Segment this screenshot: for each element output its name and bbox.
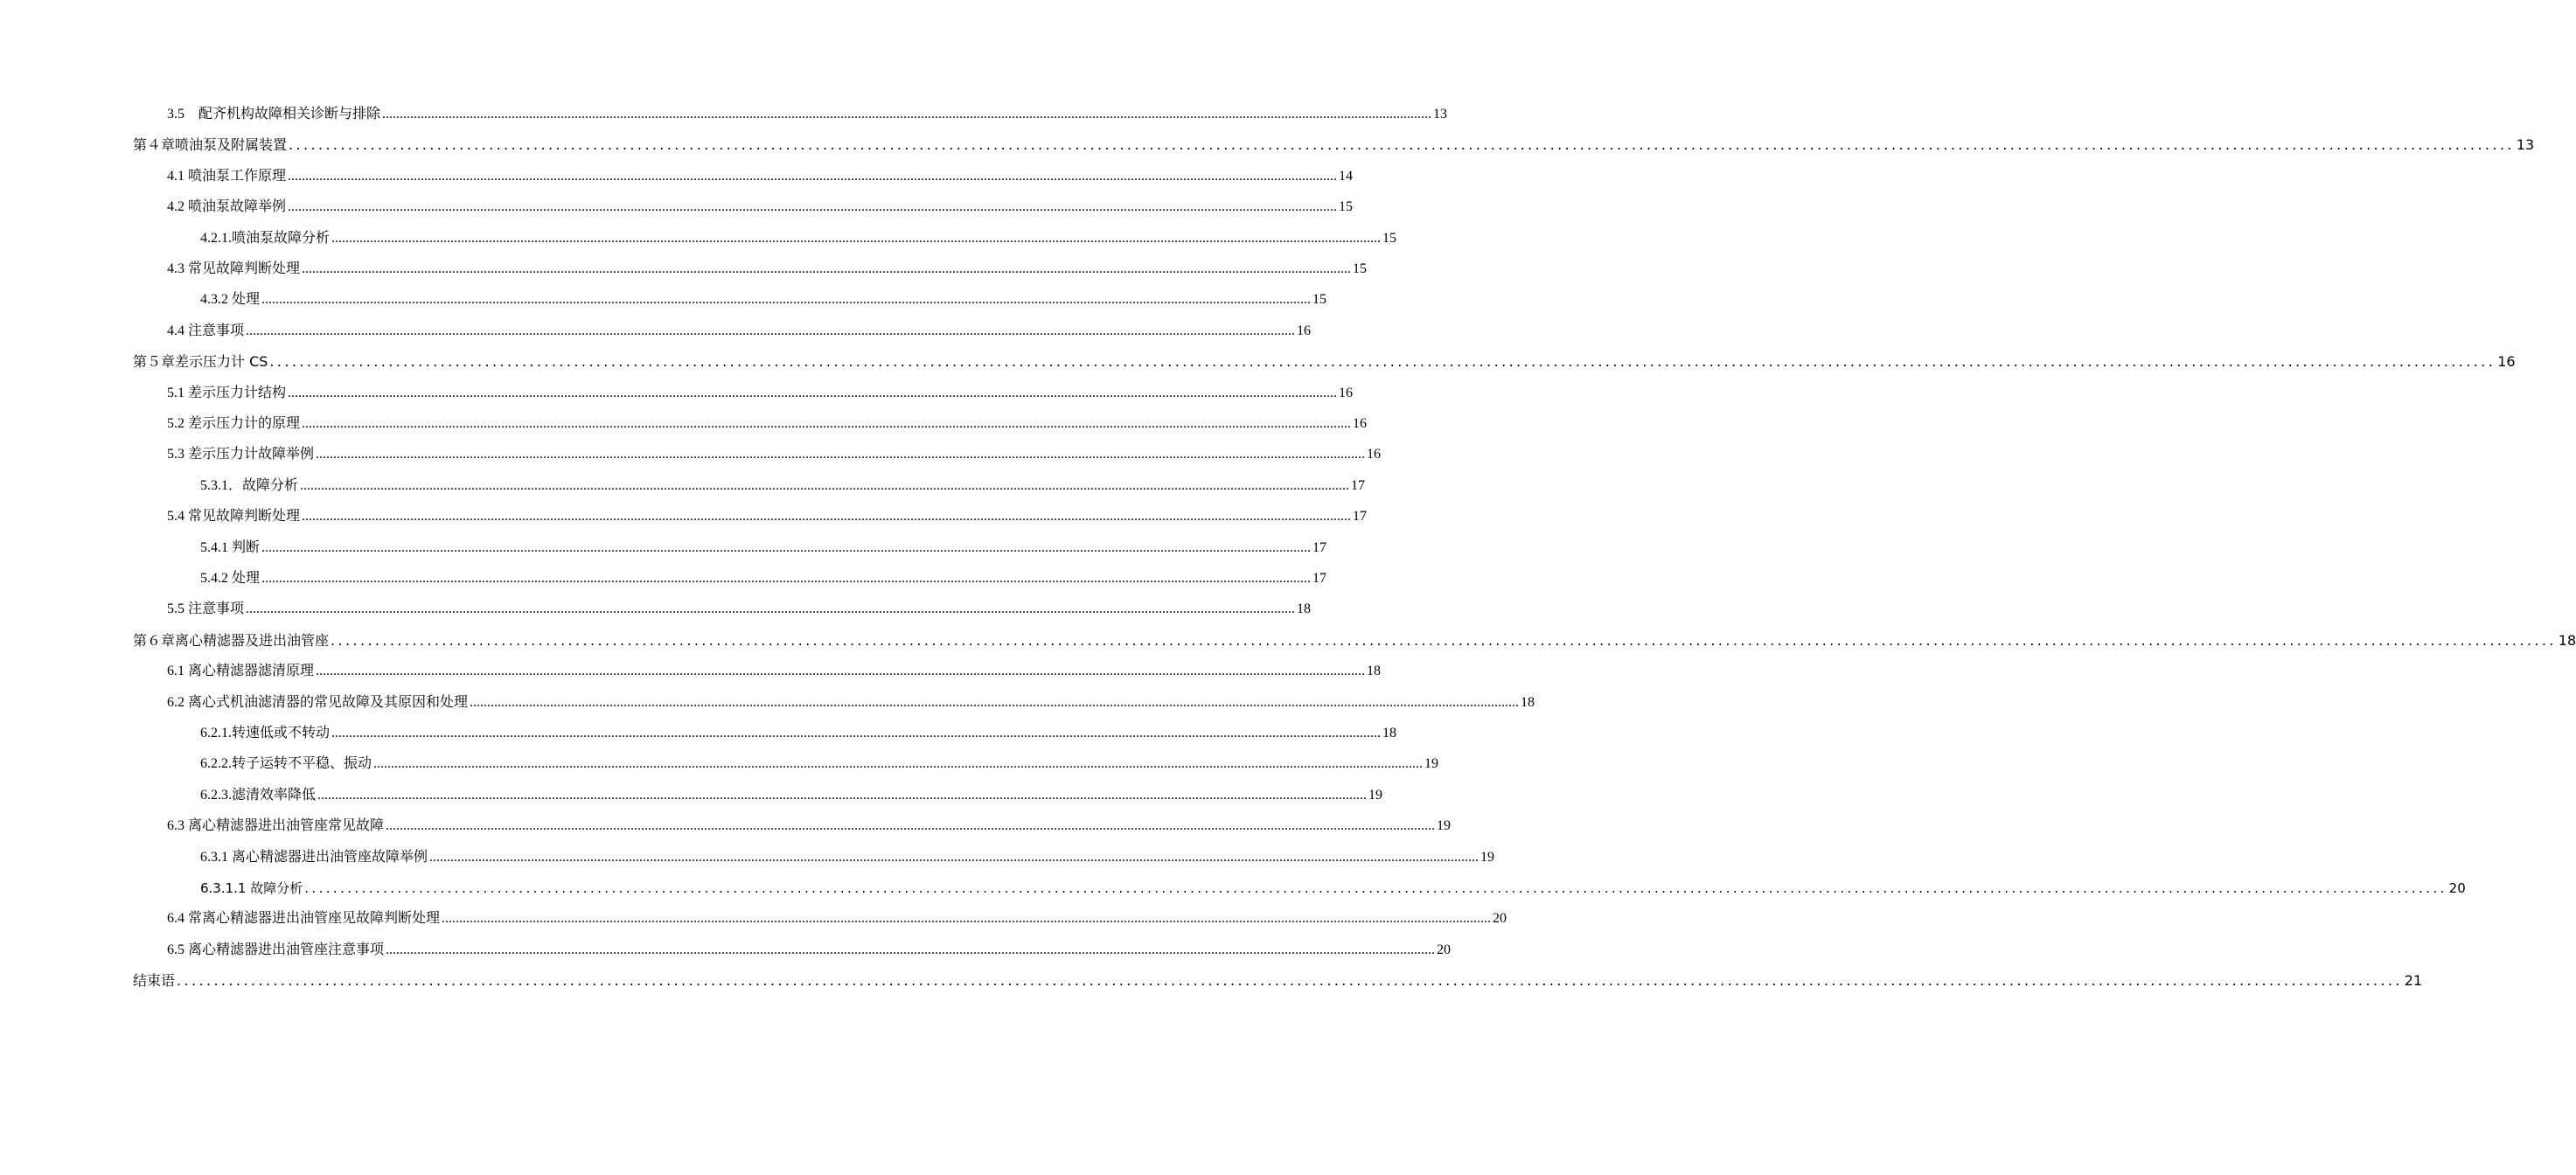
toc-entry[interactable] <box>200 754 1439 775</box>
toc-entry-page-number: 13 <box>1433 107 1448 122</box>
toc-entry-page-number: 20 <box>1493 911 1507 927</box>
toc-entry-title: 4.2 喷油泵故障举例 <box>167 199 287 215</box>
toc-entry[interactable] <box>200 785 1383 806</box>
toc-dot-leader: ............................................................................................................................................................................................................................................................................................................ <box>316 664 1366 679</box>
toc-dot-leader: ............................................................................................................................................................................................................................................................................................................ <box>288 199 1338 215</box>
toc-entry[interactable] <box>167 321 1312 342</box>
toc-dot-leader: ............................................................................................................................................................................................................................................................................................................ <box>269 353 2496 371</box>
toc-entry-title: 第６章离心精滤器及进出油管座 <box>133 631 330 649</box>
toc-entry-page-number: 16 <box>2497 353 2516 371</box>
toc-dot-leader: ............................................................................................................................................................................................................................................................................................................ <box>177 972 2403 990</box>
toc-dot-leader: ............................................................................................................................................................................................................................................................................................................ <box>304 880 2447 896</box>
toc-entry[interactable] <box>200 847 1495 868</box>
toc-entry[interactable] <box>167 908 1507 929</box>
toc-entry-page-number: 18 <box>1367 664 1382 679</box>
toc-entry-title: 5.3.1．故障分析 <box>200 477 299 493</box>
toc-entry-page-number: 14 <box>1339 168 1354 184</box>
toc-entry-title: 6.3.1.1 故障分析 <box>200 880 303 896</box>
toc-entry[interactable] <box>167 166 1354 187</box>
toc-dot-leader: ............................................................................................................................................................................................................................................................................................................ <box>302 509 1352 525</box>
toc-dot-leader: ............................................................................................................................................................................................................................................................................................................ <box>261 539 1312 555</box>
toc-entry-page-number: 16 <box>1339 385 1354 400</box>
toc-entry-title: 结束语 <box>133 972 176 990</box>
toc-dot-leader: ............................................................................................................................................................................................................................................................................................................ <box>386 942 1436 957</box>
toc-entry[interactable] <box>200 289 1327 310</box>
toc-entry[interactable] <box>200 878 2466 899</box>
toc-entry[interactable] <box>167 444 1382 465</box>
toc-entry-page-number: 18 <box>1521 694 1535 710</box>
toc-entry-page-number: 19 <box>1424 756 1439 772</box>
toc-entry[interactable] <box>167 506 1368 527</box>
toc-entry-title: 5.1 差示压力计结构 <box>167 385 287 400</box>
toc-entry-page-number: 20 <box>1437 942 1452 957</box>
toc-entry-title: 5.5 注意事项 <box>167 601 245 617</box>
toc-dot-leader: ............................................................................................................................................................................................................................................................................................................ <box>382 107 1432 122</box>
toc-entry[interactable] <box>133 970 2423 991</box>
toc-entry-title: 5.4.1 判断 <box>200 539 261 555</box>
toc-entry-page-number: 20 <box>2448 880 2466 896</box>
toc-entry-title: 4.4 注意事项 <box>167 323 245 338</box>
toc-dot-leader: ............................................................................................................................................................................................................................................................................................................ <box>302 416 1352 431</box>
toc-entry-title: 4.3 常见故障判断处理 <box>167 261 301 276</box>
toc-entry[interactable] <box>167 383 1354 404</box>
toc-entry-title: 6.5 离心精滤器进出油管座注意事项 <box>167 942 385 957</box>
toc-entry-page-number: 16 <box>1297 323 1312 338</box>
toc-entry[interactable] <box>167 940 1452 961</box>
toc-entry-title: 3.5 配齐机构故障相关诊断与排除 <box>167 107 381 122</box>
toc-entry-page-number: 21 <box>2404 972 2423 990</box>
toc-entry-page-number: 15 <box>1339 199 1354 215</box>
toc-entry[interactable] <box>167 104 1448 125</box>
toc-entry-title: 6.4 常离心精滤器进出油管座见故障判断处理 <box>167 911 441 927</box>
toc-entry[interactable] <box>200 538 1327 559</box>
toc-entry-title: 6.2.3.滤清效率降低 <box>200 787 317 803</box>
toc-entry-title: 5.4.2 处理 <box>200 571 261 586</box>
toc-dot-leader: ............................................................................................................................................................................................................................................................................................................ <box>429 849 1479 865</box>
toc-entry-page-number: 16 <box>1367 447 1382 462</box>
toc-entry-title: 5.3 差示压力计故障举例 <box>167 447 315 462</box>
toc-entry-title: 6.2 离心式机油滤清器的常见故障及其原因和处理 <box>167 694 469 710</box>
toc-dot-leader: ............................................................................................................................................................................................................................................................................................................ <box>316 447 1366 462</box>
toc-entry-page-number: 17 <box>1353 509 1368 525</box>
toc-entry[interactable] <box>133 135 2535 156</box>
toc-entry-page-number: 17 <box>1312 539 1327 555</box>
toc-dot-leader: ............................................................................................................................................................................................................................................................................................................ <box>470 694 1520 710</box>
toc-entry-page-number: 19 <box>1368 787 1383 803</box>
toc-entry[interactable] <box>167 414 1368 435</box>
toc-entry-page-number: 18 <box>2558 631 2576 649</box>
toc-dot-leader: ............................................................................................................................................................................................................................................................................................................ <box>302 261 1352 276</box>
toc-entry[interactable] <box>133 351 2516 372</box>
toc-dot-leader: ............................................................................................................................................................................................................................................................................................................ <box>331 631 2557 649</box>
toc-entry-title: 6.3.1 离心精滤器进出油管座故障举例 <box>200 849 428 865</box>
toc-entry[interactable] <box>167 599 1312 620</box>
toc-dot-leader: ............................................................................................................................................................................................................................................................................................................ <box>261 292 1312 308</box>
toc-entry-page-number: 17 <box>1351 477 1366 493</box>
toc-dot-leader: ............................................................................................................................................................................................................................................................................................................ <box>289 136 2515 154</box>
toc-entry-page-number: 18 <box>1382 726 1397 740</box>
toc-entry-title: 第５章差示压力计 CS <box>133 353 268 371</box>
toc-dot-leader: ............................................................................................................................................................................................................................................................................................................ <box>288 168 1338 184</box>
toc-entry-page-number: 19 <box>1480 849 1495 865</box>
toc-dot-leader: ............................................................................................................................................................................................................................................................................................................ <box>331 726 1382 740</box>
toc-dot-leader: ............................................................................................................................................................................................................................................................................................................ <box>317 787 1368 803</box>
toc-entry[interactable] <box>133 630 2576 651</box>
toc-entry-title: 6.2.2.转子运转不平稳、振动 <box>200 756 372 772</box>
toc-entry-title: 4.3.2 处理 <box>200 292 261 308</box>
toc-entry-title: 6.3 离心精滤器进出油管座常见故障 <box>167 818 385 834</box>
toc-dot-leader: ............................................................................................................................................................................................................................................................................................................ <box>386 818 1436 834</box>
toc-entry-title: 第４章喷油泵及附属装置 <box>133 136 288 154</box>
toc-dot-leader: ............................................................................................................................................................................................................................................................................................................ <box>373 756 1424 772</box>
toc-entry[interactable] <box>200 228 1397 249</box>
toc-entry[interactable] <box>167 197 1354 218</box>
toc-entry-title: 4.2.1.喷油泵故障分析 <box>200 230 331 246</box>
toc-dot-leader: ............................................................................................................................................................................................................................................................................................................ <box>246 601 1296 617</box>
toc-entry-title: 6.2.1.转速低或不转动 <box>200 726 331 740</box>
toc-dot-leader: ............................................................................................................................................................................................................................................................................................................ <box>331 230 1382 246</box>
toc-entry-title: 6.1 离心精滤器滤清原理 <box>167 664 315 679</box>
toc-dot-leader: ............................................................................................................................................................................................................................................................................................................ <box>261 571 1312 586</box>
toc-entry-page-number: 18 <box>1297 601 1312 617</box>
toc-entry-page-number: 15 <box>1353 261 1368 276</box>
toc-entry[interactable] <box>167 816 1452 837</box>
toc-entry[interactable] <box>167 661 1382 682</box>
toc-dot-leader: ............................................................................................................................................................................................................................................................................................................ <box>300 477 1350 493</box>
toc-dot-leader: ............................................................................................................................................................................................................................................................................................................ <box>246 323 1296 338</box>
toc-entry-title: 4.1 喷油泵工作原理 <box>167 168 287 184</box>
toc-entry-title: 5.2 差示压力计的原理 <box>167 416 301 431</box>
toc-entry[interactable] <box>167 692 1535 713</box>
toc-entry-title: 5.4 常见故障判断处理 <box>167 509 301 525</box>
toc-entry-page-number: 15 <box>1382 230 1397 246</box>
toc-dot-leader: ............................................................................................................................................................................................................................................................................................................ <box>288 385 1338 400</box>
toc-entry[interactable] <box>200 568 1327 589</box>
toc-entry-page-number: 17 <box>1312 571 1327 586</box>
toc-entry[interactable] <box>200 476 1366 497</box>
toc-dot-leader: ............................................................................................................................................................................................................................................................................................................ <box>442 911 1492 927</box>
toc-entry[interactable] <box>167 259 1368 280</box>
toc-entry-page-number: 16 <box>1353 416 1368 431</box>
toc-entry-page-number: 13 <box>2516 136 2535 154</box>
toc-entry-page-number: 19 <box>1437 818 1452 834</box>
toc-entry-page-number: 15 <box>1312 292 1327 308</box>
toc-entry[interactable] <box>200 723 1397 744</box>
